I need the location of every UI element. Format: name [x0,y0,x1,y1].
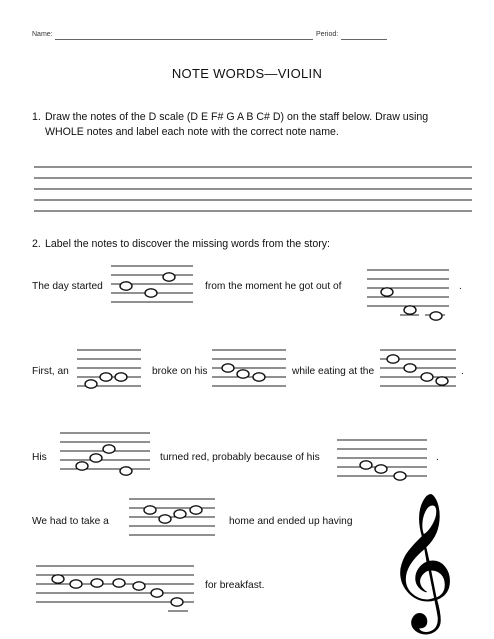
story-text: First, an [32,366,69,377]
whole-note [52,575,64,583]
whole-note [163,273,175,281]
story-text: We had to take a [32,516,109,527]
whole-note [100,373,112,381]
whole-note [144,506,156,514]
whole-note [151,589,163,597]
whole-note [222,364,234,372]
story-text: home and ended up having [229,516,353,527]
whole-note [91,579,103,587]
note-word-staff-5 [380,350,456,390]
story-text: . [436,452,439,463]
d-scale-staff[interactable] [34,166,474,216]
treble-clef-icon: 𝄞 [386,490,456,628]
note-word-staff-3 [77,350,141,390]
note-word-staff-2 [367,270,449,316]
whole-note [115,373,127,381]
note-word-staff-7 [337,440,427,480]
story-text: The day started [32,281,103,292]
name-label: Name: [32,31,53,38]
story-text: turned red, probably because of his [160,452,320,463]
question-2-text: Label the notes to discover the missing words from the story: [45,238,330,250]
note-word-staff-8 [129,499,215,539]
whole-note [159,515,171,523]
story-text: . [459,281,462,292]
whole-note [145,289,157,297]
whole-note [133,582,145,590]
note-word-staff-6 [60,433,150,473]
whole-note [190,506,202,514]
whole-note [90,454,102,462]
name-blank[interactable] [55,39,313,40]
whole-note [85,380,97,388]
story-text: from the moment he got out of [205,281,342,292]
whole-note [360,461,372,469]
whole-note [436,377,448,385]
story-text: His [32,452,47,463]
story-text: . [461,366,464,377]
whole-note [375,465,387,473]
whole-note [387,355,399,363]
question-1-number: 1. [32,111,41,123]
whole-note [120,282,132,290]
question-2-number: 2. [32,238,41,250]
note-word-staff-9 [36,566,194,614]
story-text: broke on his [152,366,208,377]
whole-note [404,364,416,372]
whole-note [237,370,249,378]
note-word-staff-1 [111,266,193,306]
page-title: NOTE WORDS—VIOLIN [171,66,323,81]
period-blank[interactable] [341,39,387,40]
period-label: Period: [316,31,339,38]
whole-note [381,288,393,296]
whole-note [70,580,82,588]
whole-note [394,472,406,480]
whole-note [404,306,416,314]
story-text: while eating at the [292,366,375,377]
whole-note [103,445,115,453]
whole-note [120,467,132,475]
question-1-text: Draw the notes of the D scale (D E F# G A B C# D) on the staff below. Draw using WHOLE notes and label each note with the correct note name. [45,111,429,138]
note-word-staff-4 [212,350,286,390]
whole-note [430,312,442,320]
whole-note [113,579,125,587]
whole-note [76,462,88,470]
whole-note [253,373,265,381]
whole-note [421,373,433,381]
story-text: for breakfast. [205,580,265,591]
whole-note [174,510,186,518]
whole-note [171,598,183,606]
